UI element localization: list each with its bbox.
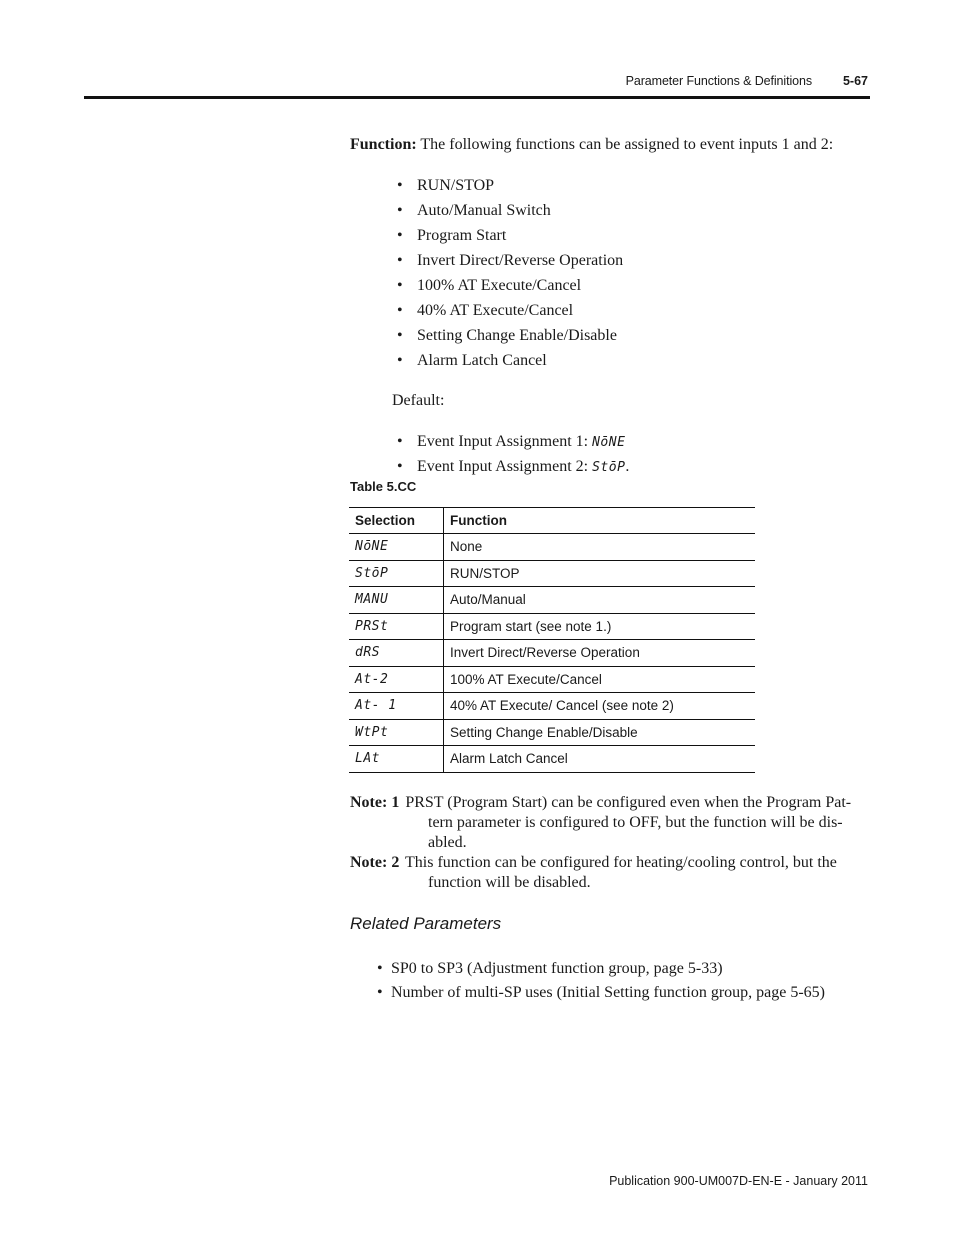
- table-row: [349, 534, 755, 561]
- column-header-selection: Selection: [349, 508, 444, 534]
- table-row: [349, 746, 755, 773]
- selection-table: [349, 507, 755, 773]
- function-cell: Alarm Latch Cancel: [444, 746, 756, 773]
- list-item: • 100% AT Execute/Cancel: [397, 277, 582, 294]
- table-row: [349, 640, 755, 667]
- selection-cell: StōP: [349, 560, 444, 587]
- selection-cell: WtPt: [349, 719, 444, 746]
- segment-code: NōNE: [592, 435, 626, 450]
- selection-cell: dRS: [349, 640, 444, 667]
- list-item: • Setting Change Enable/Disable: [397, 327, 617, 344]
- default-item: • Event Input Assignment 2: StōP.: [397, 458, 630, 475]
- table-row: [349, 587, 755, 614]
- segment-code: StōP: [592, 460, 626, 475]
- selection-cell: At- 1: [349, 693, 444, 720]
- header-rule: [84, 96, 870, 99]
- selection-cell: At-2: [349, 666, 444, 693]
- selection-cell: NōNE: [349, 534, 444, 561]
- function-cell: RUN/STOP: [444, 560, 756, 587]
- list-item: • 40% AT Execute/Cancel: [397, 302, 574, 319]
- default-item: • Event Input Assignment 1: NōNE: [397, 433, 626, 450]
- table-row: [349, 719, 755, 746]
- related-item: • SP0 to SP3 (Adjustment function group, page 5-33): [377, 960, 723, 977]
- function-cell: 40% AT Execute/ Cancel (see note 2): [444, 693, 756, 720]
- related-item: • Number of multi-SP uses (Initial Setting function group, page 5-65): [377, 984, 826, 1001]
- selection-cell: PRSt: [349, 613, 444, 640]
- table-row: [349, 666, 755, 693]
- publication-footer: Publication 900-UM007D-EN-E - January 2011: [609, 1174, 868, 1188]
- list-item: • Auto/Manual Switch: [397, 202, 551, 219]
- note-label: Note: 2: [350, 854, 400, 871]
- default-label: Default:: [392, 392, 445, 409]
- list-item: • Alarm Latch Cancel: [397, 352, 547, 369]
- function-cell: Auto/Manual: [444, 587, 756, 614]
- function-cell: Program start (see note 1.): [444, 613, 756, 640]
- selection-cell: LAt: [349, 746, 444, 773]
- function-cell: 100% AT Execute/Cancel: [444, 666, 756, 693]
- function-cell: None: [444, 534, 756, 561]
- note-label: Note: 1: [350, 794, 400, 811]
- table-row: [349, 613, 755, 640]
- table-caption: Table 5.CC: [350, 479, 417, 494]
- function-cell: Invert Direct/Reverse Operation: [444, 640, 756, 667]
- list-item: • RUN/STOP: [397, 177, 495, 194]
- note-1: Note: 1 PRST (Program Start) can be configured even when the Program Pat- tern parameter is configured to OFF, but the function will be dis- abled.: [350, 794, 852, 851]
- related-parameters-heading: Related Parameters: [350, 914, 502, 933]
- selection-cell: MANU: [349, 587, 444, 614]
- list-item: • Program Start: [397, 227, 507, 244]
- function-cell: Setting Change Enable/Disable: [444, 719, 756, 746]
- note-2: Note: 2 This function can be configured for heating/cooling control, but the function will be disabled.: [350, 854, 837, 891]
- intro-text: The following functions can be assigned to event inputs 1 and 2:: [420, 136, 834, 153]
- intro-paragraph: [350, 135, 833, 155]
- page-number: 5-67: [842, 74, 868, 88]
- running-header-title: Parameter Functions & Definitions: [625, 74, 812, 88]
- column-header-function: Function: [444, 508, 756, 534]
- intro-label: Function:: [350, 136, 417, 153]
- list-item: • Invert Direct/Reverse Operation: [397, 252, 624, 269]
- table-row: [349, 693, 755, 720]
- table-header-row: [349, 508, 755, 534]
- table-row: [349, 560, 755, 587]
